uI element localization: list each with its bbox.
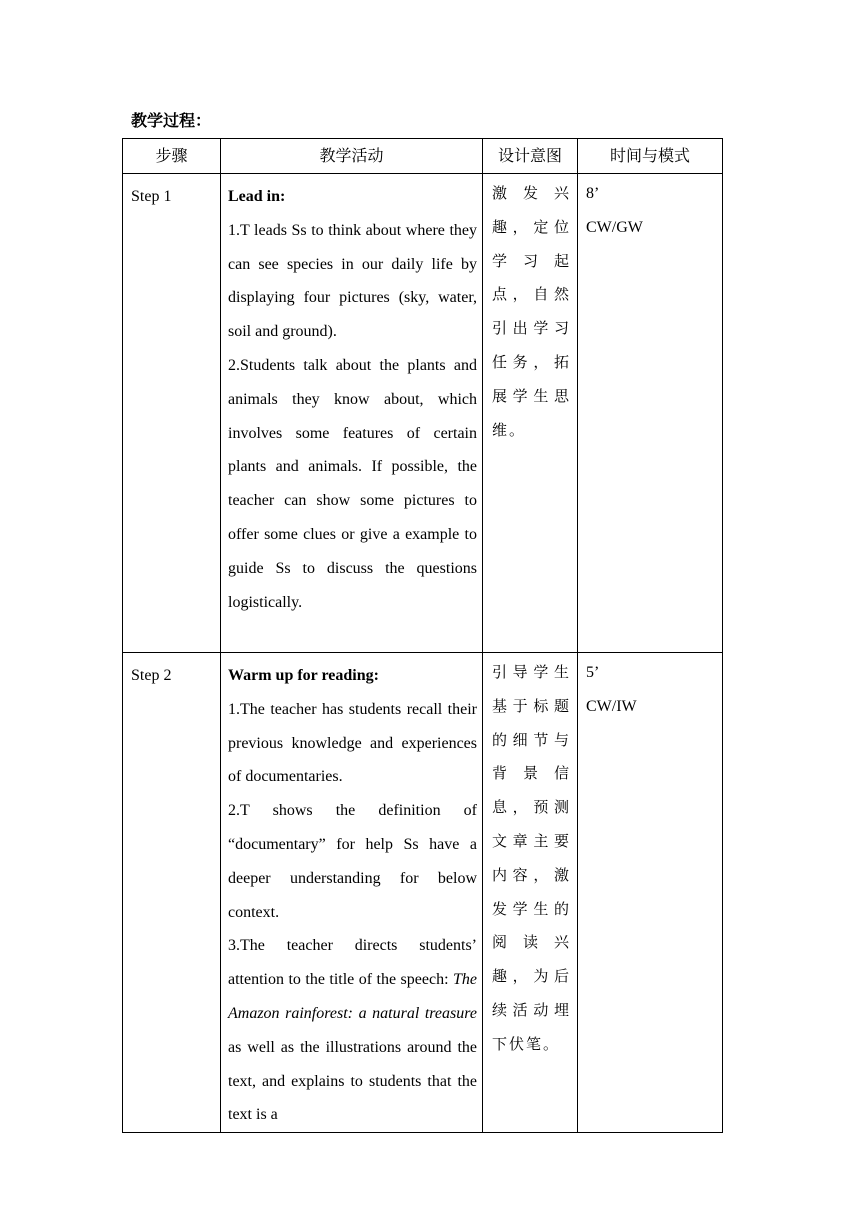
time-value: 5’ bbox=[586, 664, 600, 681]
table-header-row bbox=[123, 139, 723, 174]
activity-paragraph: 2.T shows the definition of “documentary” for help Ss have a deeper understanding for below context. bbox=[228, 802, 477, 921]
header-step: 步骤 bbox=[123, 139, 221, 174]
activity-text: 3.The teacher directs students’ attention to the title of the speech: bbox=[228, 937, 477, 989]
activity-cell bbox=[221, 174, 483, 653]
step-cell bbox=[123, 174, 221, 653]
section-title: 教学过程： bbox=[131, 111, 212, 130]
activity-paragraph: 1.The teacher has students recall their previous knowledge and experiences of documentaries. bbox=[228, 700, 477, 786]
activity-paragraph: 2.Students talk about the plants and animals they know about, which involves some features of certain plants and animals. If possible, the teacher can show some pictures to offer some clues or give a example to guide Ss to discuss the questions logistically. bbox=[228, 356, 477, 611]
activity-text: as well as the illustrations around the text, and explains to students that the text is a bbox=[228, 1038, 477, 1124]
step-label: Step 2 bbox=[131, 667, 172, 684]
table-row bbox=[123, 653, 723, 1133]
design-intent-cell: 引导学生基于标题的细节与背景信息，预测文章主要内容，激发学生的阅读兴趣，为后续活动埋下伏笔。 bbox=[483, 653, 578, 1133]
header-time-mode: 时间与模式 bbox=[578, 139, 723, 174]
activity-paragraph: 1.T leads Ss to think about where they can see species in our daily life by displaying four pictures (sky, water, soil and ground). bbox=[228, 221, 477, 341]
step-cell bbox=[123, 653, 221, 1133]
activity-heading: Warm up for reading: bbox=[228, 667, 379, 684]
time-mode-cell bbox=[578, 653, 723, 1133]
activity-cell bbox=[221, 653, 483, 1133]
mode-value: CW/IW bbox=[586, 697, 637, 715]
speech-title: The Amazon rainforest: a natural treasure bbox=[228, 971, 477, 1022]
step-label: Step 1 bbox=[131, 188, 172, 205]
table-row bbox=[123, 174, 723, 653]
design-intent-cell: 激发兴趣，定位学习起点，自然引出学习任务，拓展学生思维。 bbox=[483, 174, 578, 653]
time-mode-cell bbox=[578, 174, 723, 653]
mode-value: CW/GW bbox=[586, 218, 643, 236]
teaching-process-table bbox=[122, 138, 723, 1133]
activity-paragraph bbox=[228, 929, 477, 1132]
header-activity: 教学活动 bbox=[221, 139, 483, 174]
header-design-intent: 设计意图 bbox=[483, 139, 578, 174]
time-value: 8’ bbox=[586, 185, 600, 202]
activity-heading: Lead in: bbox=[228, 188, 286, 205]
